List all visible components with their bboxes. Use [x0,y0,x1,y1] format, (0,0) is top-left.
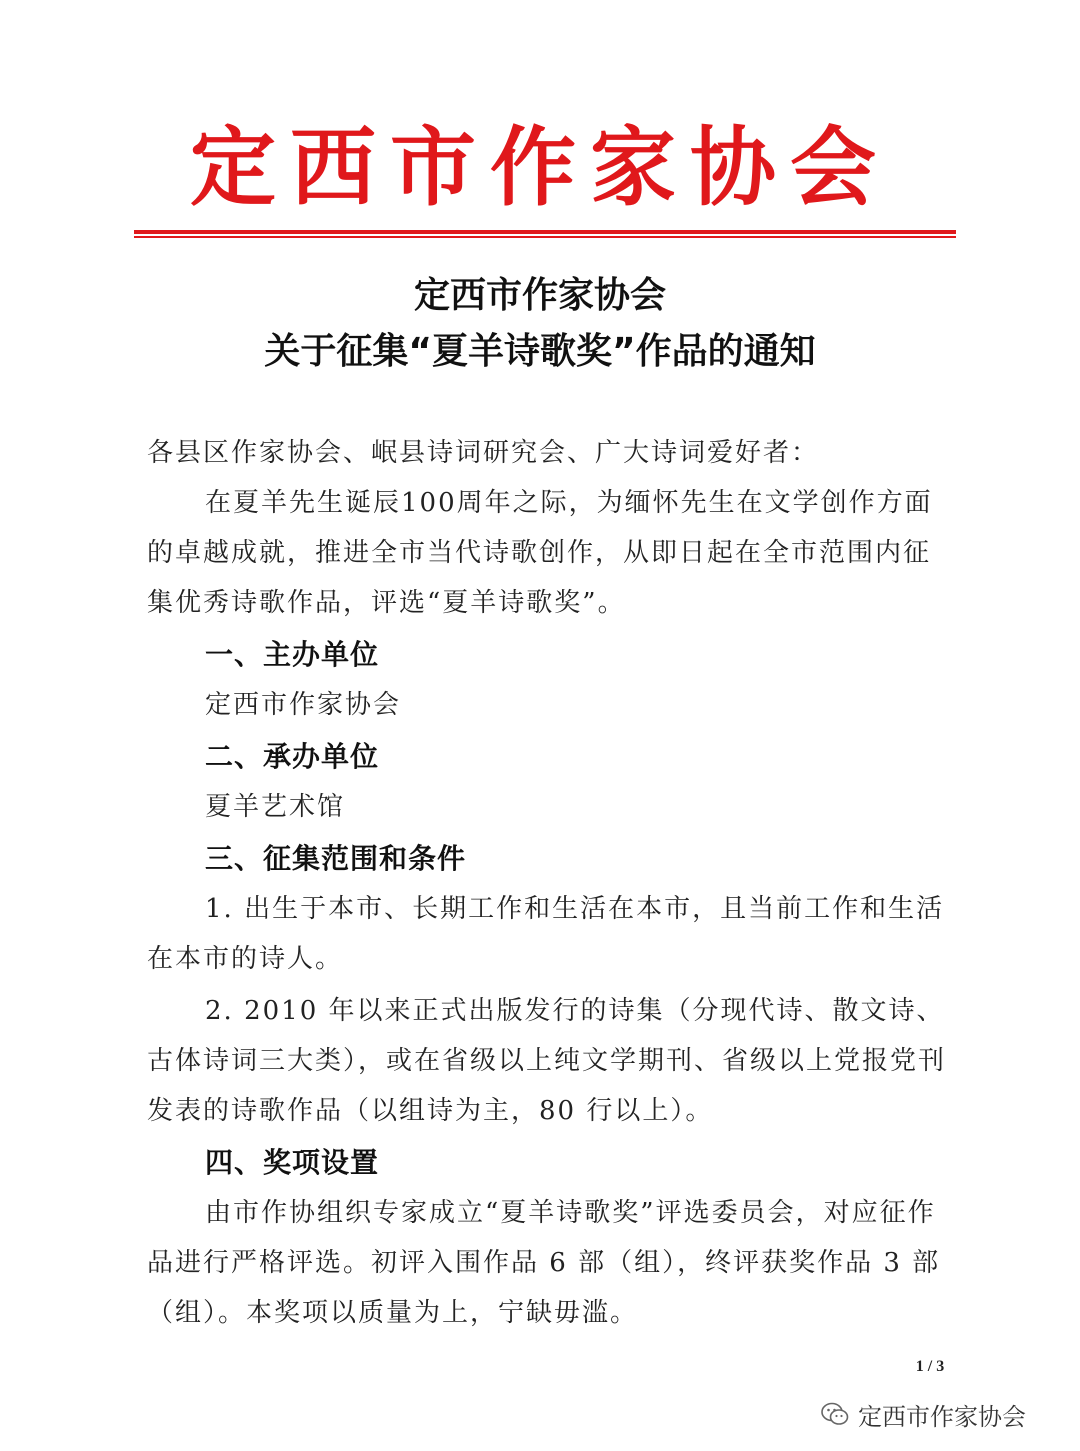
section1-body: 定西市作家协会 [205,690,402,720]
section3-item2: 2. 2010 年以来正式出版发行的诗集（分现代诗、散文诗、古体诗词三大类），或在省级以上纯文学期刊、省级以上党报党刊发表的诗歌作品（以组诗为主，80 行以上）。 [147,996,947,1126]
footer-watermark [820,1394,1026,1434]
intro-paragraph: 在夏羊先生诞辰100周年之际，为缅怀先生在文学创作方面的卓越成就，推进全市当代诗歌创作，从即日起在全市范围内征集优秀诗歌作品，评选“夏羊诗歌奖”。 [147,488,933,618]
document-title-line2: 关于征集“夏羊诗歌奖”作品的通知 [264,331,816,372]
section4-heading: 四、奖项设置 [205,1146,380,1179]
wechat-icon [820,1399,850,1429]
footer-account-name: 定西市作家协会 [858,1402,1026,1431]
masthead-rule-thick [134,230,956,234]
salutation: 各县区作家协会、岷县诗词研究会、广大诗词爱好者： [147,438,820,468]
section2-body: 夏羊艺术馆 [205,792,346,822]
section1-heading: 一、主办单位 [205,638,380,671]
section3-heading: 三、征集范围和条件 [205,842,467,875]
section3-item1: 1. 出生于本市、长期工作和生活在本市，且当前工作和生活在本市的诗人。 [147,894,945,974]
masthead-title: 定西市作家协会 [190,117,890,218]
masthead-rule-thin [134,236,956,238]
document-title-line1: 定西市作家协会 [413,275,666,316]
page-number: 1 / 3 [915,1358,945,1375]
section4-body: 由市作协组织专家成立“夏羊诗歌奖”评选委员会，对应征作品进行严格评选。初评入围作品 6 部（组），终评获奖作品 3 部（组）。本奖项以质量为上，宁缺毋滥。 [147,1198,941,1328]
section2-heading: 二、承办单位 [205,740,380,773]
